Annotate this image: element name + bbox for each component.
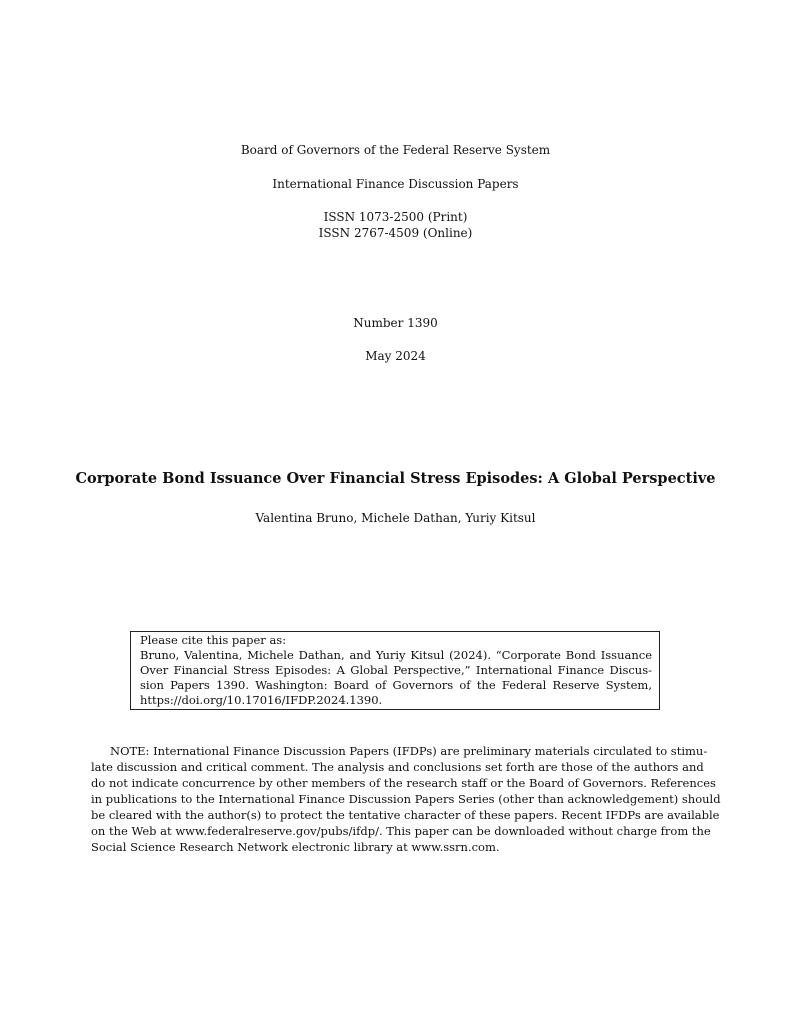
note-line: on the Web at www.federalreserve.gov/pubs/ifdp/. This paper can be downloaded without charge from the [91,824,711,838]
citation-line: Bruno, Valentina, Michele Dathan, and Yuriy Kitsul (2024). “Corporate Bond Issuance [140,648,652,662]
citation-line: sion Papers 1390. Washington: Board of Governors of the Federal Reserve System, [140,678,652,692]
citation-box [130,631,660,710]
paper-title: Corporate Bond Issuance Over Financial Stress Episodes: A Global Perspective [75,470,716,487]
note-line: late discussion and critical comment. The analysis and conclusions set forth are those of the authors and [91,760,704,774]
issue-date: May 2024 [365,349,426,363]
note-line: in publications to the International Finance Discussion Papers Series (other than acknowledgement) should [91,792,721,806]
issn-print: ISSN 1073-2500 (Print) [323,210,468,224]
citation-line: https://doi.org/10.17016/IFDP.2024.1390. [140,693,383,707]
issue-number: Number 1390 [353,316,438,330]
note-line: NOTE: International Finance Discussion Papers (IFDPs) are preliminary materials circulated to stimu- [110,744,708,758]
citation-line: Over Financial Stress Episodes: A Global Perspective,” International Finance Discus- [140,663,652,677]
note-line: Social Science Research Network electronic library at www.ssrn.com. [91,840,500,854]
note-line: do not indicate concurrence by other members of the research staff or the Board of Governors. References [91,776,716,790]
issn-online: ISSN 2767-4509 (Online) [318,226,473,240]
header-institution: Board of Governors of the Federal Reserve System [240,143,551,157]
paper-authors: Valentina Bruno, Michele Dathan, Yuriy Kitsul [255,511,536,525]
note-line: be cleared with the author(s) to protect the tentative character of these papers. Recent IFDPs are available [91,808,720,822]
header-series: International Finance Discussion Papers [272,177,519,191]
citation-line: Please cite this paper as: [140,633,287,647]
